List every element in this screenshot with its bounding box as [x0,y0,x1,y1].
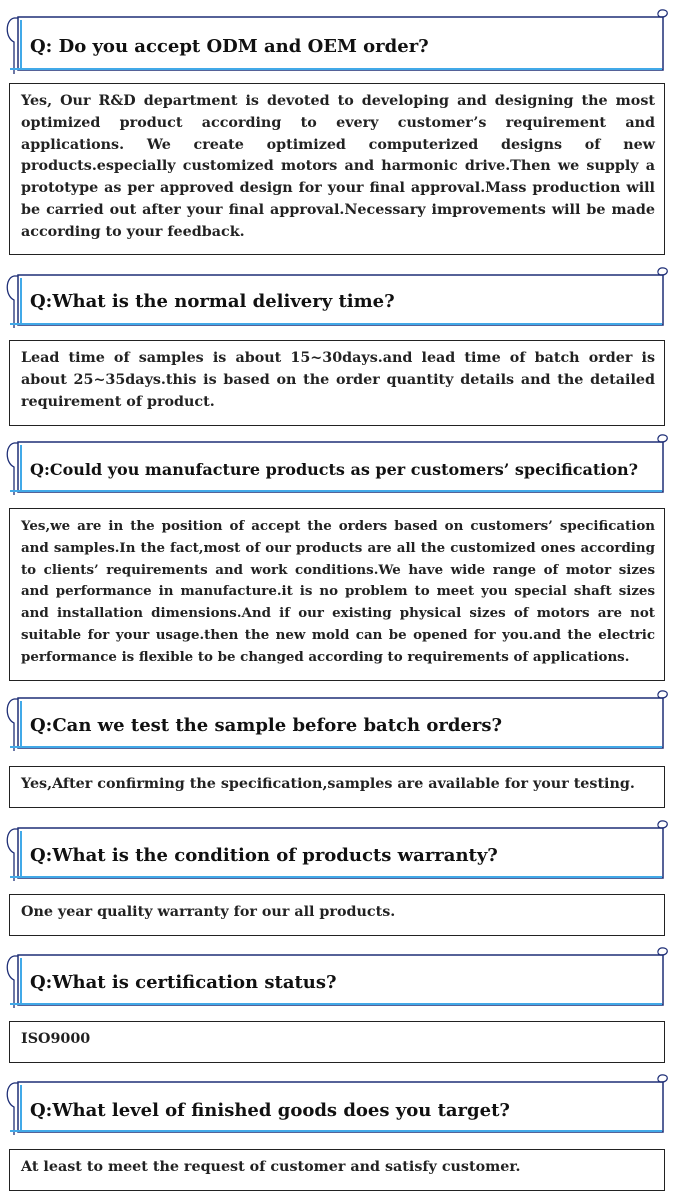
faq-answer: Yes,we are in the position of accept the orders based on customers’ specification and samples.In the fact,most of our products are all the customized ones according to clients’ requirements and work conditions.We have wide range of motor sizes and performance in manufacture.it is no problem to meet you special shaft sizes and installation dimensions.And if our existing physical sizes of motors are not suitable for your usage.then the new mold can be opened for you.and the electric performance is flexible to be changed according to requirements of applications. [21,518,655,665]
faq-answer-box [9,83,665,255]
faq-question: Q:Can we test the sample before batch orders? [30,715,503,736]
faq-question: Q:Could you manufacture products as per customers’ specification? [30,460,638,479]
faq-question-banner [0,950,673,1010]
faq-answer: Yes, Our R&D department is devoted to developing and designing the most optimized product according to every customer’s requirement and applications. We create optimized computerized designs of new products.especially customized motors and harmonic drive.Then we supply a prototype as per approved design for your final approval.Mass production will be carried out after your final approval.Necessary improvements will be made according to your feedback. [21,93,655,240]
faq-answer-box [9,766,665,808]
faq-answer: At least to meet the request of customer and satisfy customer. [21,1159,521,1175]
faq-question: Q: Do you accept ODM and OEM order? [30,36,429,57]
faq-question: Q:What level of finished goods does you target? [30,1100,510,1121]
faq-answer-box [9,1149,665,1191]
faq-answer-box [9,1021,665,1063]
faq-answer: ISO9000 [21,1031,91,1047]
faq-question-banner [0,12,673,72]
faq-question-banner [0,693,673,753]
faq-question: Q:What is certification status? [30,972,337,993]
faq-answer: One year quality warranty for our all products. [21,904,396,920]
faq-question: Q:What is the normal delivery time? [30,291,395,312]
faq-question: Q:What is the condition of products warranty? [30,845,498,866]
faq-answer-box [9,894,665,936]
faq-question-banner [0,823,673,883]
faq-question-banner [0,437,673,497]
faq-answer: Yes,After confirming the specification,samples are available for your testing. [21,776,635,792]
faq-question-banner [0,270,673,330]
faq-answer-box [9,508,665,681]
faq-answer-box [9,340,665,426]
faq-answer: Lead time of samples is about 15~30days.and lead time of batch order is about 25~35days.this is based on the order quantity details and the detailed requirement of product. [21,350,655,410]
faq-question-banner [0,1077,673,1137]
